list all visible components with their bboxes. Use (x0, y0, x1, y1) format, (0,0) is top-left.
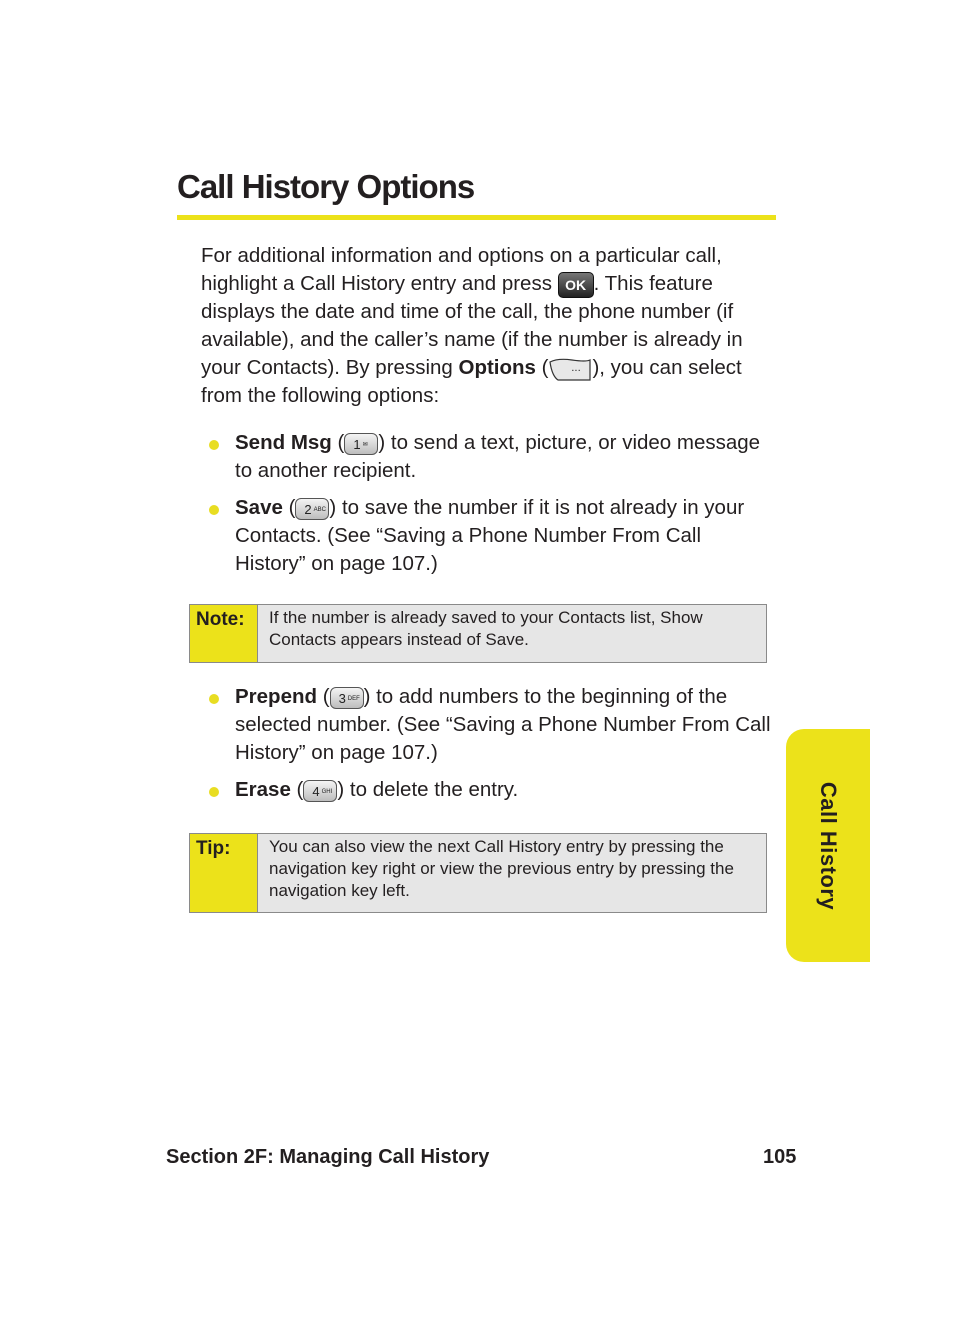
option-label: Prepend (235, 685, 318, 708)
option-text: ) to save the number if it is not already in your Contacts. (See “Saving a Phone Number From Call History” on page 107.) (235, 496, 745, 575)
option-label: Send Msg (235, 431, 332, 454)
key-3-icon: 3 DEF (330, 687, 364, 709)
options-list-a (201, 429, 776, 587)
bullet-icon (209, 787, 219, 797)
note-text: If the number is already saved to your Contacts list, Show Contacts appears instead of Save. (269, 608, 703, 649)
tip-label: Tip: (190, 834, 258, 912)
page-title: Call History Options (177, 168, 475, 205)
svg-text:···: ··· (571, 365, 582, 377)
bullet-icon (209, 694, 219, 704)
option-label: Erase (235, 778, 291, 801)
key-2-icon: 2 ABC (295, 498, 329, 520)
option-label: Save (235, 496, 283, 519)
list-item: Erase ( 4 GHI ) to delete the entry. (201, 776, 776, 804)
tip-text: You can also view the next Call History entry by pressing the navigation key right or view the previous entry by pressing the navigation key left. (269, 837, 734, 900)
key-1-icon: 1 ✉ (344, 433, 378, 455)
ok-key-icon: OK (558, 272, 594, 298)
key-4-icon: 4 GHI (303, 780, 337, 802)
options-label: Options (458, 356, 536, 379)
tip-box (189, 833, 767, 913)
option-text: ) to send a text, picture, or video message to another recipient. (235, 431, 761, 482)
note-label: Note: (190, 605, 258, 662)
footer-section: Section 2F: Managing Call History (166, 1146, 490, 1168)
note-box (189, 604, 767, 663)
intro-text-3: ), you can select from the following options: (201, 356, 742, 407)
options-softkey-icon (548, 356, 592, 382)
bullet-icon (209, 440, 219, 450)
list-item: Save ( 2 ABC ) to save the number if it is not already in your Contacts. (See “Saving a Phone Number From Call History” on page 107.) (201, 494, 776, 578)
intro-paragraph: For additional information and options on a particular call, highlight a Call History entry and press OK . This feature displays the date and time of the call, the phone number (if available), and the caller’s name (if the number is already in your Contacts). By pressing Options ( ··· ), you can select from the following options: (201, 244, 743, 407)
option-text: ) to delete the entry. (337, 778, 519, 801)
section-tab-label: Call History (816, 781, 841, 910)
intro-text-2: . This feature displays the date and time of the call, the phone number (if available), and the caller’s name (if the number is already in your Contacts). By pressing (201, 272, 743, 379)
section-tab (786, 729, 870, 962)
list-item: Prepend ( 3 DEF ) to add numbers to the beginning of the selected number. (See “Saving a Phone Number From Call History” on page 107.) (201, 683, 776, 767)
page-number: 105 (763, 1146, 797, 1168)
options-list-b (201, 683, 776, 813)
option-text: ) to add numbers to the beginning of the selected number. (See “Saving a Phone Number From Call History” on page 107.) (235, 685, 771, 764)
title-rule (177, 215, 776, 220)
intro-text-1: For additional information and options on a particular call, highlight a Call History entry and press (201, 244, 722, 295)
bullet-icon (209, 505, 219, 515)
list-item: Send Msg ( 1 ✉ ) to send a text, picture, or video message to another recipient. (201, 429, 776, 485)
